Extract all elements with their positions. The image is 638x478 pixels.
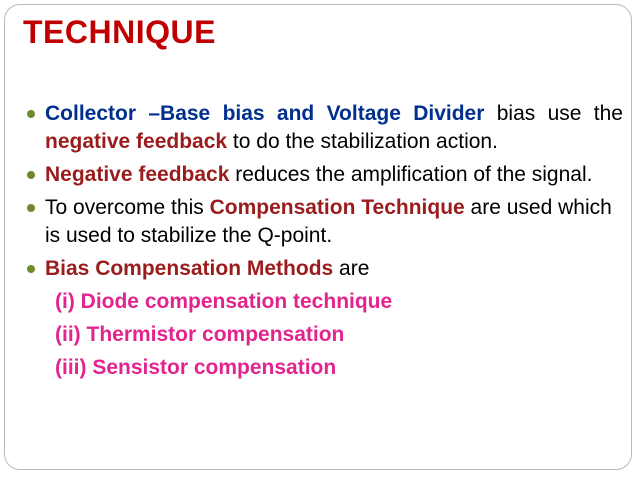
bullet-text: to do the stabilization action. xyxy=(227,130,498,153)
compensation-method-item: (ii) Thermistor compensation xyxy=(55,323,345,346)
bullet-marker-icon xyxy=(27,110,35,118)
bullet-keyword: negative feedback xyxy=(45,130,228,153)
bullet-marker-icon xyxy=(27,171,35,179)
slide-title: TECHNIQUE xyxy=(23,14,216,50)
bullet-text: are xyxy=(333,257,370,280)
bullet-marker-icon xyxy=(27,265,35,273)
bullet-text: To overcome this xyxy=(45,196,210,219)
bullet-keyword: Negative feedback xyxy=(45,163,230,186)
bullet-item xyxy=(27,194,623,250)
bullet-text: bias use the xyxy=(484,102,623,125)
bullet-list xyxy=(27,100,623,387)
slide-frame xyxy=(4,4,632,470)
bullet-text: are used which is used to stabilize the Q-point. xyxy=(45,196,612,247)
bullet-marker-icon xyxy=(27,204,35,212)
bullet-item xyxy=(27,255,623,382)
compensation-method-item: (iii) Sensistor compensation xyxy=(55,356,337,379)
bullet-text: reduces the amplification of the signal. xyxy=(229,163,593,186)
bullet-keyword: Compensation Technique xyxy=(209,196,465,219)
compensation-method-item: (i) Diode compensation technique xyxy=(55,290,393,313)
bullet-item xyxy=(27,161,623,189)
bullet-keyword: Collector –Base bias and Voltage Divider xyxy=(45,102,485,125)
bullet-keyword: Bias Compensation Methods xyxy=(45,257,334,280)
bullet-item xyxy=(27,100,623,156)
compensation-method-list xyxy=(45,288,623,382)
